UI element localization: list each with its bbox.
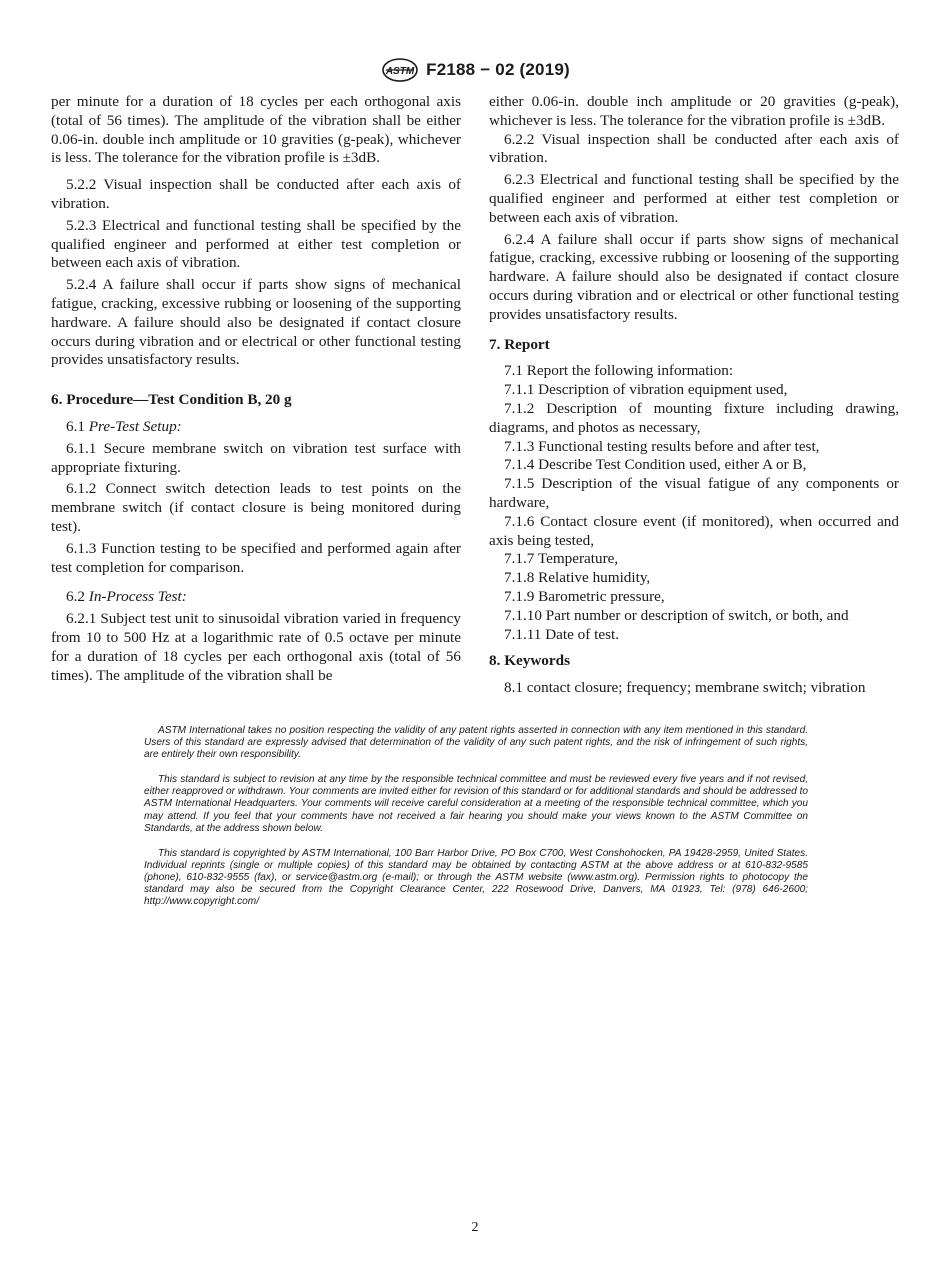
paragraph-5-2-4: 5.2.4 A failure shall occur if parts show signs of mechanical fatigue, cracking, excessive rubbing or loosening of the supporting hardware. A failure should also be designated if contact closure occurs during vibration and or electrical or other functional testing provides unsatisfactory results. xyxy=(51,276,461,369)
report-list-item: 7.1.7 Temperature, xyxy=(504,550,619,568)
subsection-6-2 xyxy=(51,588,461,607)
section-7-heading: 7. Report xyxy=(489,335,550,353)
paragraph-6-1-2: 6.1.2 Connect switch detection leads to test points on the membrane switch (if contact closure is being monitored during test). xyxy=(51,480,461,535)
paragraph-continued: either 0.06-in. double inch amplitude or 20 gravities (g-peak), whichever is less. The tolerance for the vibration profile is ±3dB. xyxy=(489,93,899,129)
page-header xyxy=(0,56,950,84)
subsection-title: Pre-Test Setup: xyxy=(88,417,182,435)
paragraph-6-2-1: 6.2.1 Subject test unit to sinusoidal vibration varied in frequency from 10 to 500 Hz at a logarithmic rate of 0.5 octave per minute for a duration of 18 cycles per each orthogonal axis (total of 56 times). The amplitude of the vibration shall be xyxy=(51,610,461,684)
report-list-item: 7.1.2 Description of mounting fixture including drawing, diagrams, and photos as necessary, xyxy=(489,399,899,436)
report-list-item: 7.1.11 Date of test. xyxy=(504,625,620,643)
report-list-item: 7.1.3 Functional testing results before and after test, xyxy=(504,437,820,455)
paragraph-5-2-2: 5.2.2 Visual inspection shall be conducted after each axis of vibration. xyxy=(51,176,461,212)
section-8-heading: 8. Keywords xyxy=(489,652,570,670)
report-list-item: 7.1.6 Contact closure event (if monitored), when occurred and axis being tested, xyxy=(489,512,899,549)
report-list-item: 7.1.1 Description of vibration equipment used, xyxy=(504,381,788,399)
subsection-6-1 xyxy=(51,418,461,437)
paragraph-6-1-3: 6.1.3 Function testing to be specified and performed again after test completion for comparison. xyxy=(51,539,461,576)
paragraph-6-2-2: 6.2.2 Visual inspection shall be conducted after each axis of vibration. xyxy=(489,130,899,167)
subsection-number: 6.1 xyxy=(66,417,85,435)
copyright-notice: This standard is copyrighted by ASTM International, 100 Barr Harbor Drive, PO Box C700, West Conshohocken, PA 19428-2959, United States. Individual reprints (single or multiple copies) of this standard may be obtained by contacting ASTM at the above address or at 610-832-9585 (phone), 610-832-9555 (fax), or service@astm.org (e-mail); or through the ASTM website (www.astm.org). Permission rights to photocopy the standard may also be secured from the Copyright Clearance Center, 222 Rosewood Drive, Danvers, MA 01923, Tel: (978) 646-2600; http://www.copyright.com/ xyxy=(144,847,808,908)
svg-text:ASTM: ASTM xyxy=(385,66,415,77)
paragraph-8-1: 8.1 contact closure; frequency; membrane switch; vibration xyxy=(504,679,866,697)
paragraph-6-2-4: 6.2.4 A failure shall occur if parts show signs of mechanical fatigue, cracking, excessive rubbing or loosening of the supporting hardware. A failure should also be designated if contact closure occurs during vibration and or electrical or other functional testing provides unsatisfactory results. xyxy=(489,230,899,323)
page-number: 2 xyxy=(471,1220,479,1235)
report-list-item: 7.1.8 Relative humidity, xyxy=(504,569,651,587)
report-list-item: 7.1.4 Describe Test Condition used, either A or B, xyxy=(504,456,807,474)
paragraph-continued: per minute for a duration of 18 cycles per each orthogonal axis (total of 56 times). The amplitude of the vibration shall be either 0.06-in. double inch amplitude or 10 gravities (g-peak), whichever is less. The tolerance for the vibration profile is ±3dB. xyxy=(51,93,461,167)
paragraph-5-2-3: 5.2.3 Electrical and functional testing shall be specified by the qualified engineer and performed at either test completion or between each axis of vibration. xyxy=(51,216,461,272)
left-column xyxy=(51,93,461,688)
report-list-item: 7.1 Report the following information: xyxy=(504,362,734,380)
paragraph-6-1-1: 6.1.1 Secure membrane switch on vibration test surface with appropriate fixturing. xyxy=(51,439,461,476)
report-list-item: 7.1.5 Description of the visual fatigue of any components or hardware, xyxy=(489,475,899,511)
paragraph-6-2-3: 6.2.3 Electrical and functional testing shall be specified by the qualified engineer and performed at either test completion or between each axis of vibration. xyxy=(489,171,899,226)
report-items-list xyxy=(489,362,899,644)
revision-notice: This standard is subject to revision at any time by the responsible technical committee and must be reviewed every five years and if not revised, either reapproved or withdrawn. Your comments are invited either for revision of this standard or for additional standards and should be addressed to ASTM International Headquarters. Your comments will receive careful consideration at a meeting of the responsible technical committee, which you may attend. If you feel that your comments have not received a fair hearing you should make your views known to the ASTM Committee on Standards, at the address shown below. xyxy=(144,774,808,834)
subsection-title: In-Process Test: xyxy=(88,588,187,606)
astm-logo-icon xyxy=(380,55,420,85)
report-list-item: 7.1.9 Barometric pressure, xyxy=(504,587,665,605)
report-list-item: 7.1.10 Part number or description of switch, or both, and xyxy=(504,606,849,624)
patent-notice: ASTM International takes no position respecting the validity of any patent rights asserted in connection with any item mentioned in this standard. Users of this standard are expressly advised that determination of the validity of any such patent rights, and the risk of infringement of such rights, are entirely their own responsibility. xyxy=(144,725,808,761)
standard-designation: F2188 − 02 (2019) xyxy=(426,60,570,79)
legal-footer xyxy=(144,725,808,921)
subsection-number: 6.2 xyxy=(66,588,85,606)
section-6-heading: 6. Procedure—Test Condition B, 20 g xyxy=(51,391,292,409)
right-column xyxy=(489,93,899,701)
